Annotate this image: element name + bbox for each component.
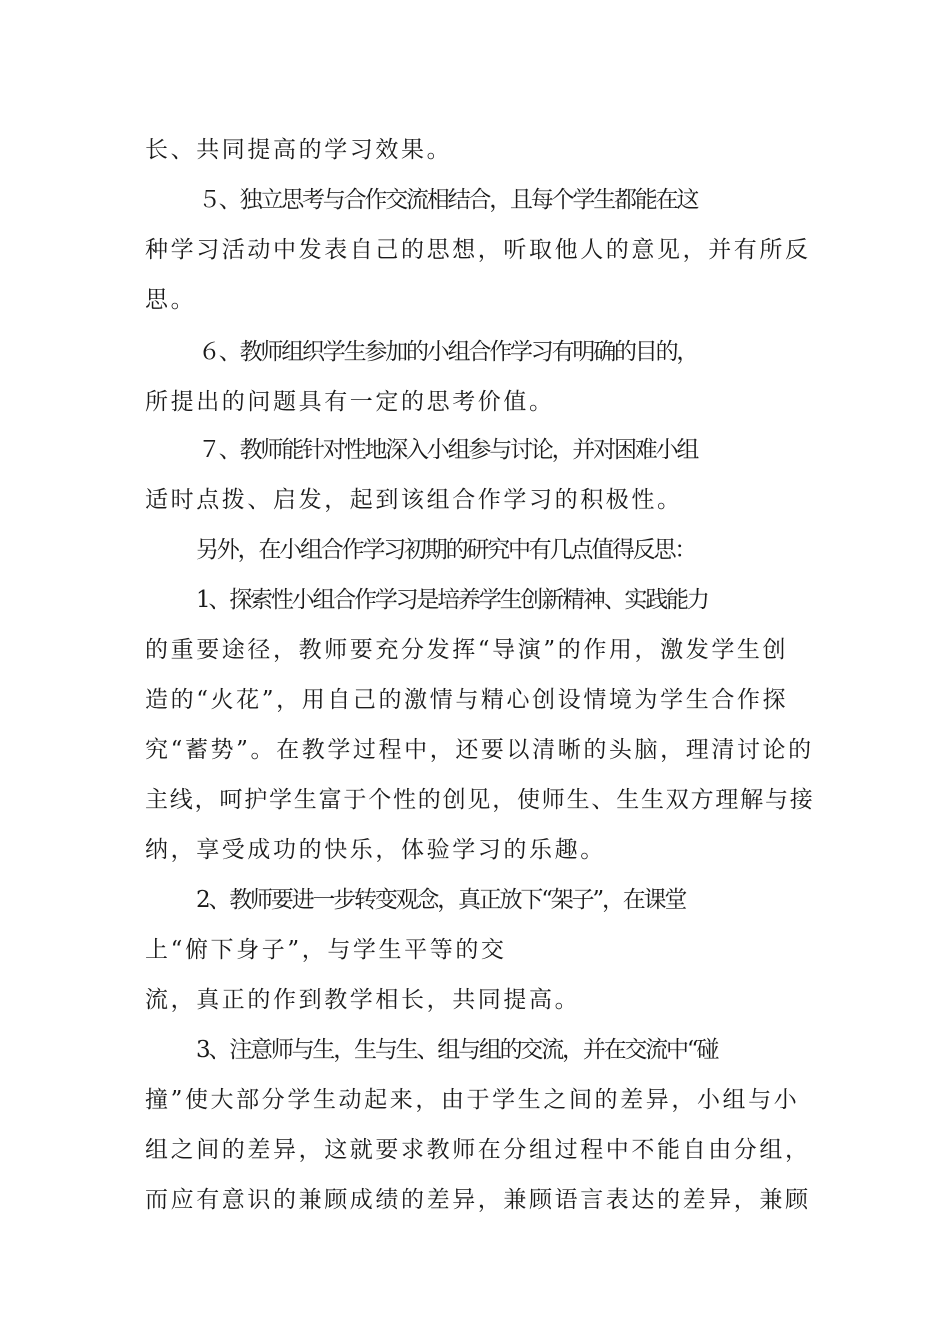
text-line: 适时点拨、启发，起到该组合作学习的积极性。 bbox=[145, 487, 683, 513]
text-line: 而应有意识的兼顾成绩的差异，兼顾语言表达的差异，兼顾 bbox=[145, 1187, 811, 1213]
text-line: 长、共同提高的学习效果。 bbox=[145, 137, 453, 163]
text-line: 思。 bbox=[145, 287, 197, 313]
text-line: 纳，享受成功的快乐，体验学习的乐趣。 bbox=[145, 837, 606, 863]
text-line: 究“蓄势”。在教学过程中，还要以清晰的头脑，理清讨论的 bbox=[145, 737, 814, 763]
text-line: 主线，呵护学生富于个性的创见，使师生、生生双方理解与接 bbox=[145, 787, 815, 813]
text-line: 造的“火花”，用自己的激情与精心创设情境为学生合作探 bbox=[145, 687, 789, 713]
text-line: ６、教师组织学生参加的小组合作学习有明确的目的， bbox=[198, 339, 698, 365]
text-line: 撞”使大部分学生动起来，由于学生之间的差异，小组与小 bbox=[145, 1087, 800, 1113]
text-line: 流，真正的作到教学相长，共同提高。 bbox=[145, 987, 581, 1013]
text-line: 3、注意师与生，生与生、组与组的交流，并在交流中“碰 bbox=[196, 1037, 718, 1063]
text-line: 种学习活动中发表自己的思想，听取他人的意见，并有所反 bbox=[145, 237, 811, 263]
text-line: 1、探索性小组合作学习是培养学生创新精神、实践能力 bbox=[196, 587, 708, 613]
text-line: 2、教师要进一步转变观念，真正放下“架子”，在课堂 bbox=[196, 887, 686, 913]
text-line: 上“俯下身子”，与学生平等的交 bbox=[145, 937, 507, 963]
text-line: ７、教师能针对性地深入小组参与讨论，并对困难小组 bbox=[198, 437, 698, 463]
text-line: 所提出的问题具有一定的思考价值。 bbox=[145, 389, 555, 415]
text-line: 的重要途径，教师要充分发挥“导演”的作用，激发学生创 bbox=[145, 637, 789, 663]
text-line: 组之间的差异，这就要求教师在分组过程中不能自由分组， bbox=[145, 1137, 811, 1163]
text-line: ５、独立思考与合作交流相结合，且每个学生都能在这 bbox=[198, 187, 698, 213]
text-line: 另外，在小组合作学习初期的研究中有几点值得反思： bbox=[196, 537, 696, 563]
